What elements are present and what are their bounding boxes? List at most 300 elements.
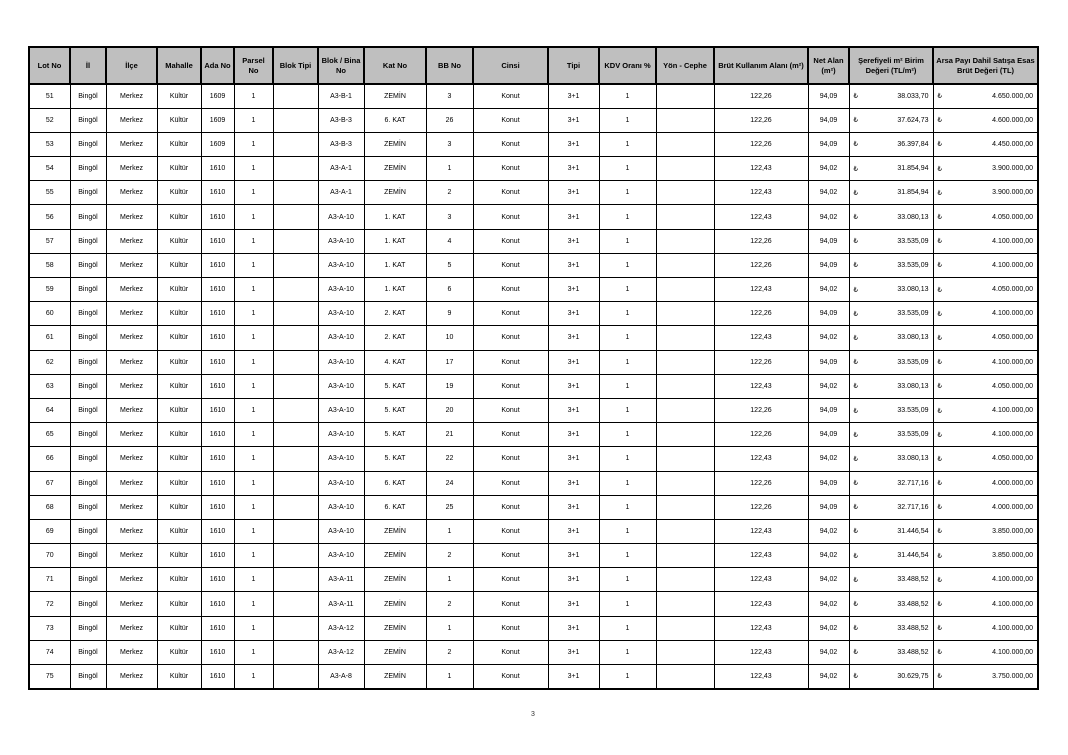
cell-blok_bina_no: A3-A-10 — [318, 471, 364, 495]
cell-lot_no: 53 — [29, 132, 70, 156]
cell-net_alan: 94,02 — [808, 568, 849, 592]
cell-kdv_orani: 1 — [599, 84, 656, 108]
cell-birim_degeri — [849, 592, 933, 616]
column-header-parsel_no: Parsel No — [234, 47, 273, 84]
cell-brut_degeri — [933, 229, 1038, 253]
cell-ada_no: 1610 — [201, 253, 234, 277]
cell-brut_alan: 122,26 — [714, 108, 808, 132]
cell-net_alan: 94,02 — [808, 640, 849, 664]
turkish-lira-icon: ₺ — [853, 504, 858, 512]
column-header-brut_alan: Brüt Kullanım Alanı (m²) — [714, 47, 808, 84]
cell-birim_degeri — [849, 108, 933, 132]
cell-brut_alan: 122,43 — [714, 544, 808, 568]
turkish-lira-icon: ₺ — [853, 93, 858, 101]
cell-amount: 4.650.000,00 — [992, 92, 1033, 100]
cell-yon_cephe — [656, 665, 714, 689]
turkish-lira-icon: ₺ — [853, 480, 858, 488]
cell-birim_degeri — [849, 471, 933, 495]
cell-kdv_orani: 1 — [599, 253, 656, 277]
cell-tipi: 3+1 — [548, 471, 599, 495]
cell-net_alan: 94,09 — [808, 350, 849, 374]
cell-amount: 4.000.000,00 — [992, 479, 1033, 487]
turkish-lira-icon: ₺ — [853, 165, 858, 173]
cell-mahalle: Kültür — [157, 398, 201, 422]
column-header-cinsi: Cinsi — [473, 47, 548, 84]
cell-parsel_no: 1 — [234, 423, 273, 447]
cell-birim_degeri — [849, 495, 933, 519]
cell-lot_no: 63 — [29, 374, 70, 398]
cell-net_alan: 94,02 — [808, 519, 849, 543]
cell-birim_degeri — [849, 302, 933, 326]
cell-amount: 4.050.000,00 — [992, 382, 1033, 390]
cell-blok_bina_no: A3-A-1 — [318, 157, 364, 181]
cell-ilce: Merkez — [106, 398, 157, 422]
cell-il: Bingöl — [70, 592, 106, 616]
cell-amount: 30.629,75 — [897, 672, 929, 680]
cell-birim_degeri — [849, 544, 933, 568]
column-header-kat_no: Kat No — [364, 47, 426, 84]
cell-birim_degeri — [849, 519, 933, 543]
cell-kdv_orani: 1 — [599, 108, 656, 132]
cell-brut_degeri — [933, 495, 1038, 519]
column-header-il: İl — [70, 47, 106, 84]
cell-ada_no: 1610 — [201, 350, 234, 374]
cell-lot_no: 72 — [29, 592, 70, 616]
turkish-lira-icon: ₺ — [853, 601, 858, 609]
turkish-lira-icon: ₺ — [937, 165, 942, 173]
cell-cinsi: Konut — [473, 84, 548, 108]
cell-il: Bingöl — [70, 374, 106, 398]
cell-kat_no: 1. KAT — [364, 278, 426, 302]
column-header-ada_no: Ada No — [201, 47, 234, 84]
cell-blok_tipi — [273, 592, 318, 616]
cell-mahalle: Kültür — [157, 326, 201, 350]
turkish-lira-icon: ₺ — [853, 552, 858, 560]
cell-ilce: Merkez — [106, 519, 157, 543]
cell-net_alan: 94,09 — [808, 132, 849, 156]
cell-blok_tipi — [273, 205, 318, 229]
cell-parsel_no: 1 — [234, 350, 273, 374]
cell-brut_degeri — [933, 544, 1038, 568]
cell-bb_no: 19 — [426, 374, 473, 398]
cell-parsel_no: 1 — [234, 640, 273, 664]
cell-brut_degeri — [933, 398, 1038, 422]
cell-kat_no: ZEMİN — [364, 519, 426, 543]
cell-parsel_no: 1 — [234, 495, 273, 519]
cell-mahalle: Kültür — [157, 423, 201, 447]
table-row — [29, 302, 1038, 326]
cell-mahalle: Kültür — [157, 278, 201, 302]
cell-yon_cephe — [656, 616, 714, 640]
turkish-lira-icon: ₺ — [853, 189, 858, 197]
cell-tipi: 3+1 — [548, 640, 599, 664]
cell-amount: 32.717,16 — [897, 503, 929, 511]
cell-cinsi: Konut — [473, 302, 548, 326]
cell-amount: 4.050.000,00 — [992, 455, 1033, 463]
cell-bb_no: 9 — [426, 302, 473, 326]
turkish-lira-icon: ₺ — [937, 625, 942, 633]
cell-amount: 4.100.000,00 — [992, 237, 1033, 245]
cell-ilce: Merkez — [106, 592, 157, 616]
table-row — [29, 471, 1038, 495]
cell-bb_no: 17 — [426, 350, 473, 374]
cell-blok_tipi — [273, 350, 318, 374]
cell-kdv_orani: 1 — [599, 398, 656, 422]
turkish-lira-icon: ₺ — [937, 286, 942, 294]
cell-lot_no: 66 — [29, 447, 70, 471]
turkish-lira-icon: ₺ — [853, 625, 858, 633]
cell-brut_degeri — [933, 447, 1038, 471]
turkish-lira-icon: ₺ — [853, 528, 858, 536]
cell-bb_no: 21 — [426, 423, 473, 447]
cell-brut_degeri — [933, 132, 1038, 156]
cell-brut_alan: 122,43 — [714, 326, 808, 350]
cell-bb_no: 2 — [426, 181, 473, 205]
cell-kdv_orani: 1 — [599, 544, 656, 568]
table-row — [29, 447, 1038, 471]
cell-kat_no: 6. KAT — [364, 108, 426, 132]
cell-kat_no: 1. KAT — [364, 229, 426, 253]
cell-blok_tipi — [273, 544, 318, 568]
cell-bb_no: 20 — [426, 398, 473, 422]
cell-tipi: 3+1 — [548, 229, 599, 253]
cell-il: Bingöl — [70, 471, 106, 495]
cell-amount: 4.100.000,00 — [992, 431, 1033, 439]
cell-ada_no: 1609 — [201, 132, 234, 156]
cell-mahalle: Kültür — [157, 157, 201, 181]
cell-bb_no: 2 — [426, 640, 473, 664]
cell-amount: 37.624,73 — [897, 116, 929, 124]
cell-net_alan: 94,02 — [808, 157, 849, 181]
turkish-lira-icon: ₺ — [937, 455, 942, 463]
cell-blok_bina_no: A3-A-10 — [318, 205, 364, 229]
cell-ilce: Merkez — [106, 447, 157, 471]
cell-ada_no: 1610 — [201, 326, 234, 350]
cell-parsel_no: 1 — [234, 471, 273, 495]
cell-mahalle: Kültür — [157, 544, 201, 568]
cell-blok_tipi — [273, 423, 318, 447]
cell-blok_bina_no: A3-A-10 — [318, 278, 364, 302]
turkish-lira-icon: ₺ — [937, 334, 942, 342]
cell-brut_degeri — [933, 592, 1038, 616]
cell-brut_alan: 122,43 — [714, 665, 808, 689]
cell-amount: 3.850.000,00 — [992, 527, 1033, 535]
cell-lot_no: 56 — [29, 205, 70, 229]
cell-amount: 4.050.000,00 — [992, 334, 1033, 342]
cell-kat_no: 4. KAT — [364, 350, 426, 374]
column-header-birim_degeri: Şerefiyeli m² Birim Değeri (TL/m²) — [849, 47, 933, 84]
cell-brut_alan: 122,26 — [714, 495, 808, 519]
cell-net_alan: 94,09 — [808, 302, 849, 326]
table-row — [29, 640, 1038, 664]
cell-amount: 33.080,13 — [897, 455, 929, 463]
cell-cinsi: Konut — [473, 665, 548, 689]
turkish-lira-icon: ₺ — [937, 431, 942, 439]
cell-yon_cephe — [656, 132, 714, 156]
lots-table — [28, 46, 1039, 690]
cell-kdv_orani: 1 — [599, 568, 656, 592]
cell-amount: 33.080,13 — [897, 334, 929, 342]
cell-amount: 33.535,09 — [897, 407, 929, 415]
cell-mahalle: Kültür — [157, 302, 201, 326]
cell-kdv_orani: 1 — [599, 326, 656, 350]
cell-ada_no: 1609 — [201, 108, 234, 132]
cell-bb_no: 4 — [426, 229, 473, 253]
cell-amount: 33.535,09 — [897, 358, 929, 366]
cell-blok_bina_no: A3-B-3 — [318, 108, 364, 132]
cell-net_alan: 94,09 — [808, 253, 849, 277]
cell-kat_no: ZEMİN — [364, 544, 426, 568]
cell-blok_bina_no: A3-A-12 — [318, 640, 364, 664]
cell-kat_no: 1. KAT — [364, 253, 426, 277]
cell-kdv_orani: 1 — [599, 181, 656, 205]
cell-parsel_no: 1 — [234, 132, 273, 156]
cell-amount: 33.488,52 — [897, 600, 929, 608]
cell-blok_tipi — [273, 398, 318, 422]
turkish-lira-icon: ₺ — [853, 649, 858, 657]
cell-amount: 33.080,13 — [897, 213, 929, 221]
turkish-lira-icon: ₺ — [853, 359, 858, 367]
cell-birim_degeri — [849, 278, 933, 302]
cell-blok_bina_no: A3-A-10 — [318, 423, 364, 447]
turkish-lira-icon: ₺ — [853, 431, 858, 439]
table-row — [29, 181, 1038, 205]
cell-birim_degeri — [849, 374, 933, 398]
column-header-blok_bina_no: Blok / Bina No — [318, 47, 364, 84]
cell-amount: 33.535,09 — [897, 237, 929, 245]
cell-kat_no: ZEMİN — [364, 132, 426, 156]
cell-blok_tipi — [273, 229, 318, 253]
cell-cinsi: Konut — [473, 181, 548, 205]
cell-brut_alan: 122,43 — [714, 205, 808, 229]
cell-kdv_orani: 1 — [599, 229, 656, 253]
cell-yon_cephe — [656, 592, 714, 616]
cell-cinsi: Konut — [473, 253, 548, 277]
cell-brut_degeri — [933, 374, 1038, 398]
cell-il: Bingöl — [70, 519, 106, 543]
cell-kdv_orani: 1 — [599, 471, 656, 495]
cell-kdv_orani: 1 — [599, 278, 656, 302]
cell-mahalle: Kültür — [157, 229, 201, 253]
cell-birim_degeri — [849, 229, 933, 253]
cell-blok_tipi — [273, 84, 318, 108]
cell-cinsi: Konut — [473, 471, 548, 495]
cell-cinsi: Konut — [473, 447, 548, 471]
cell-net_alan: 94,09 — [808, 423, 849, 447]
cell-ada_no: 1610 — [201, 568, 234, 592]
table-row — [29, 326, 1038, 350]
cell-blok_tipi — [273, 447, 318, 471]
cell-ilce: Merkez — [106, 640, 157, 664]
cell-amount: 31.446,54 — [897, 552, 929, 560]
cell-ada_no: 1610 — [201, 398, 234, 422]
cell-kdv_orani: 1 — [599, 350, 656, 374]
cell-kat_no: ZEMİN — [364, 616, 426, 640]
cell-yon_cephe — [656, 374, 714, 398]
cell-ilce: Merkez — [106, 108, 157, 132]
cell-birim_degeri — [849, 665, 933, 689]
cell-lot_no: 59 — [29, 278, 70, 302]
cell-mahalle: Kültür — [157, 374, 201, 398]
turkish-lira-icon: ₺ — [853, 238, 858, 246]
cell-tipi: 3+1 — [548, 302, 599, 326]
cell-mahalle: Kültür — [157, 181, 201, 205]
cell-brut_alan: 122,43 — [714, 592, 808, 616]
cell-birim_degeri — [849, 447, 933, 471]
cell-net_alan: 94,02 — [808, 592, 849, 616]
cell-kat_no: 2. KAT — [364, 326, 426, 350]
cell-blok_bina_no: A3-A-10 — [318, 326, 364, 350]
cell-net_alan: 94,02 — [808, 447, 849, 471]
cell-yon_cephe — [656, 229, 714, 253]
cell-blok_tipi — [273, 108, 318, 132]
cell-cinsi: Konut — [473, 132, 548, 156]
cell-amount: 33.080,13 — [897, 286, 929, 294]
cell-tipi: 3+1 — [548, 84, 599, 108]
turkish-lira-icon: ₺ — [937, 528, 942, 536]
cell-yon_cephe — [656, 302, 714, 326]
cell-yon_cephe — [656, 181, 714, 205]
cell-blok_tipi — [273, 302, 318, 326]
cell-kat_no: ZEMİN — [364, 84, 426, 108]
cell-amount: 4.100.000,00 — [992, 261, 1033, 269]
cell-lot_no: 69 — [29, 519, 70, 543]
cell-cinsi: Konut — [473, 544, 548, 568]
cell-birim_degeri — [849, 157, 933, 181]
cell-birim_degeri — [849, 423, 933, 447]
cell-tipi: 3+1 — [548, 592, 599, 616]
cell-parsel_no: 1 — [234, 302, 273, 326]
cell-brut_degeri — [933, 302, 1038, 326]
cell-cinsi: Konut — [473, 157, 548, 181]
cell-net_alan: 94,02 — [808, 181, 849, 205]
cell-yon_cephe — [656, 640, 714, 664]
cell-net_alan: 94,02 — [808, 326, 849, 350]
cell-amount: 4.100.000,00 — [992, 407, 1033, 415]
turkish-lira-icon: ₺ — [937, 238, 942, 246]
cell-mahalle: Kültür — [157, 471, 201, 495]
cell-ilce: Merkez — [106, 302, 157, 326]
cell-cinsi: Konut — [473, 108, 548, 132]
cell-parsel_no: 1 — [234, 568, 273, 592]
cell-il: Bingöl — [70, 181, 106, 205]
cell-brut_alan: 122,43 — [714, 568, 808, 592]
cell-blok_bina_no: A3-A-10 — [318, 398, 364, 422]
cell-brut_alan: 122,26 — [714, 253, 808, 277]
cell-mahalle: Kültür — [157, 665, 201, 689]
cell-lot_no: 74 — [29, 640, 70, 664]
cell-ilce: Merkez — [106, 568, 157, 592]
cell-amount: 33.080,13 — [897, 382, 929, 390]
turkish-lira-icon: ₺ — [937, 649, 942, 657]
cell-net_alan: 94,02 — [808, 374, 849, 398]
turkish-lira-icon: ₺ — [853, 334, 858, 342]
cell-mahalle: Kültür — [157, 84, 201, 108]
table-header-row — [29, 47, 1038, 84]
cell-amount: 38.033,70 — [897, 92, 929, 100]
cell-ada_no: 1610 — [201, 640, 234, 664]
cell-ilce: Merkez — [106, 253, 157, 277]
cell-net_alan: 94,09 — [808, 398, 849, 422]
cell-tipi: 3+1 — [548, 157, 599, 181]
column-header-lot_no: Lot No — [29, 47, 70, 84]
cell-brut_alan: 122,26 — [714, 471, 808, 495]
cell-bb_no: 1 — [426, 616, 473, 640]
turkish-lira-icon: ₺ — [937, 141, 942, 149]
cell-net_alan: 94,02 — [808, 544, 849, 568]
cell-lot_no: 52 — [29, 108, 70, 132]
cell-blok_bina_no: A3-A-8 — [318, 665, 364, 689]
cell-cinsi: Konut — [473, 592, 548, 616]
cell-amount: 4.100.000,00 — [992, 358, 1033, 366]
cell-bb_no: 6 — [426, 278, 473, 302]
cell-brut_degeri — [933, 640, 1038, 664]
cell-ilce: Merkez — [106, 181, 157, 205]
table-row — [29, 544, 1038, 568]
cell-il: Bingöl — [70, 205, 106, 229]
cell-cinsi: Konut — [473, 495, 548, 519]
column-header-mahalle: Mahalle — [157, 47, 201, 84]
cell-blok_bina_no: A3-B-3 — [318, 132, 364, 156]
cell-kat_no: 5. KAT — [364, 447, 426, 471]
cell-blok_tipi — [273, 374, 318, 398]
cell-brut_alan: 122,43 — [714, 640, 808, 664]
cell-brut_alan: 122,43 — [714, 157, 808, 181]
turkish-lira-icon: ₺ — [853, 673, 858, 681]
cell-yon_cephe — [656, 157, 714, 181]
cell-bb_no: 1 — [426, 665, 473, 689]
cell-lot_no: 75 — [29, 665, 70, 689]
cell-cinsi: Konut — [473, 616, 548, 640]
cell-mahalle: Kültür — [157, 568, 201, 592]
cell-mahalle: Kültür — [157, 205, 201, 229]
cell-blok_bina_no: A3-A-10 — [318, 229, 364, 253]
cell-amount: 33.535,09 — [897, 261, 929, 269]
cell-birim_degeri — [849, 84, 933, 108]
cell-blok_bina_no: A3-A-10 — [318, 447, 364, 471]
turkish-lira-icon: ₺ — [937, 673, 942, 681]
cell-parsel_no: 1 — [234, 278, 273, 302]
cell-kdv_orani: 1 — [599, 132, 656, 156]
column-header-tipi: Tipi — [548, 47, 599, 84]
cell-brut_alan: 122,43 — [714, 519, 808, 543]
cell-ilce: Merkez — [106, 326, 157, 350]
cell-lot_no: 71 — [29, 568, 70, 592]
cell-il: Bingöl — [70, 616, 106, 640]
table-row — [29, 592, 1038, 616]
cell-parsel_no: 1 — [234, 374, 273, 398]
cell-bb_no: 5 — [426, 253, 473, 277]
cell-tipi: 3+1 — [548, 398, 599, 422]
cell-parsel_no: 1 — [234, 447, 273, 471]
cell-amount: 3.900.000,00 — [992, 165, 1033, 173]
cell-kat_no: 5. KAT — [364, 374, 426, 398]
cell-amount: 4.100.000,00 — [992, 624, 1033, 632]
cell-cinsi: Konut — [473, 278, 548, 302]
cell-parsel_no: 1 — [234, 205, 273, 229]
cell-blok_bina_no: A3-A-10 — [318, 495, 364, 519]
cell-tipi: 3+1 — [548, 108, 599, 132]
cell-yon_cephe — [656, 471, 714, 495]
cell-cinsi: Konut — [473, 640, 548, 664]
turkish-lira-icon: ₺ — [853, 455, 858, 463]
cell-yon_cephe — [656, 350, 714, 374]
cell-bb_no: 1 — [426, 519, 473, 543]
cell-ilce: Merkez — [106, 132, 157, 156]
cell-cinsi: Konut — [473, 205, 548, 229]
cell-brut_alan: 122,43 — [714, 447, 808, 471]
cell-ada_no: 1610 — [201, 229, 234, 253]
